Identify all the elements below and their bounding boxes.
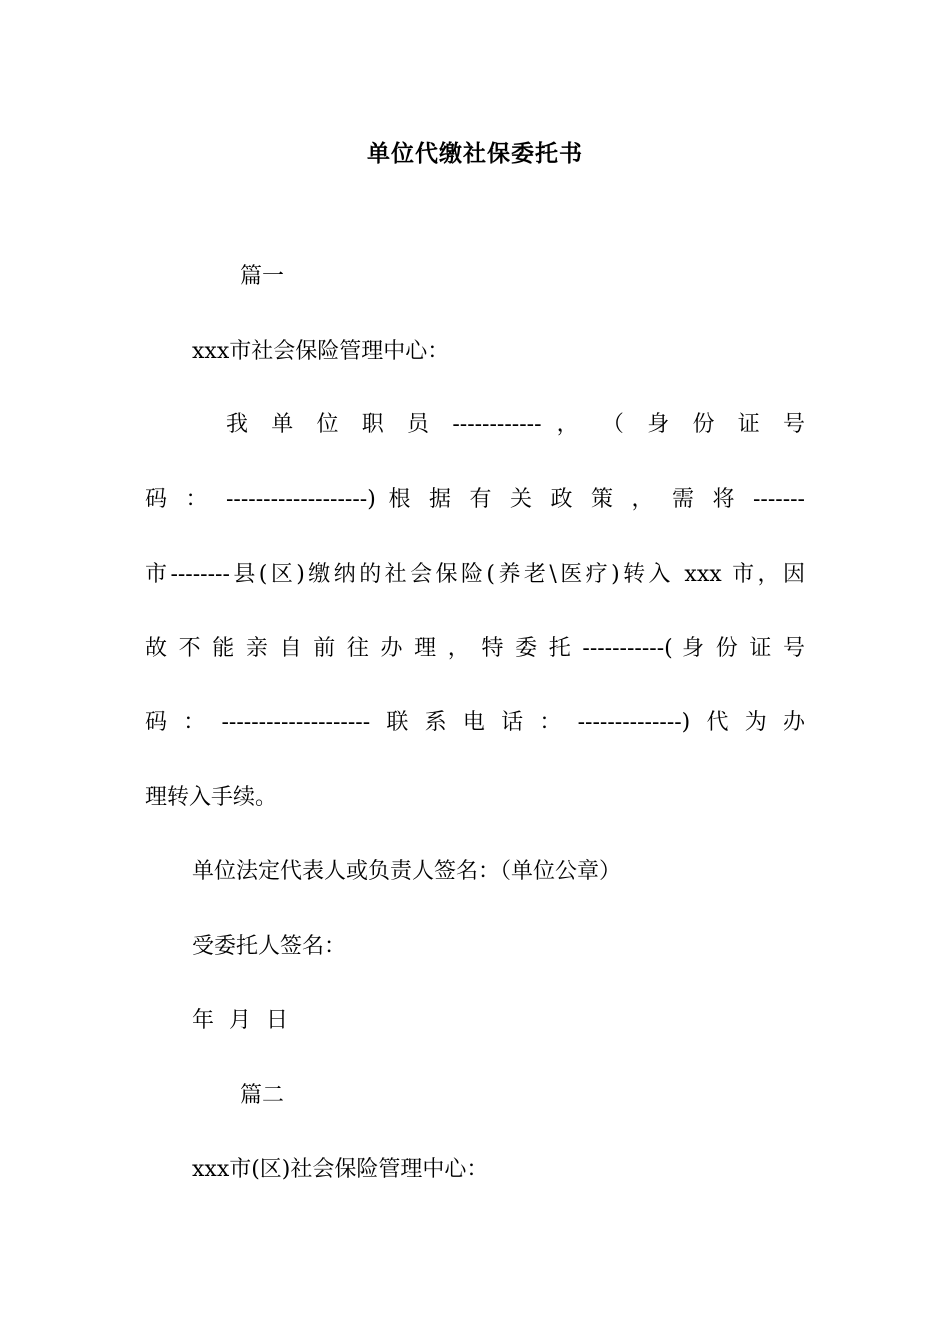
section-heading-1: 篇一: [240, 264, 285, 289]
body-line-2: 码 ： -------------------) 根 据 有 关 政 策 ， 需 将 -------: [145, 487, 805, 512]
body-line-6: 理转入手续。: [145, 785, 278, 810]
body-line-1: 我 单 位 职 员 ------------ ， （ 身 份 证 号: [226, 412, 805, 437]
trustee-signature-line: 受委托人签名：: [192, 934, 347, 959]
body-line-4: 故 不 能 亲 自 前 往 办 理 ， 特 委 托 -----------( 身 份 证 号: [145, 636, 805, 661]
addressee-1: xxx市社会保险管理中心：: [192, 339, 450, 364]
section-heading-2: 篇二: [240, 1083, 285, 1108]
date-line: 年 月 日: [192, 1008, 292, 1033]
body-line-3: 市--------县(区)缴纳的社会保险(养老\医疗)转入 xxx 市，因: [145, 562, 805, 587]
document-title: 单位代缴社保委托书: [367, 140, 583, 167]
signature-line: 单位法定代表人或负责人签名：（单位公章）: [192, 859, 622, 884]
addressee-2: xxx市(区)社会保险管理中心：: [192, 1157, 489, 1182]
body-line-5: 码：--------------------联系电话：--------------)代为办: [145, 710, 805, 735]
